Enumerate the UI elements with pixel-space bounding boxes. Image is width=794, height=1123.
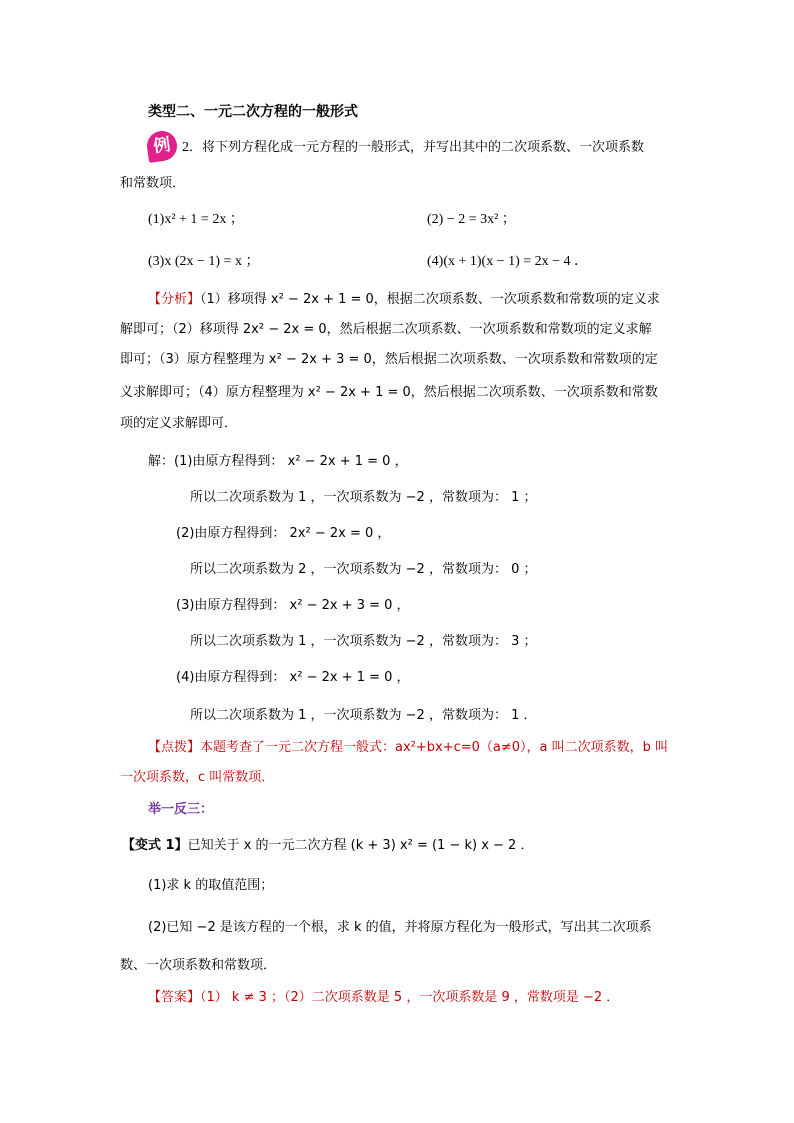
analysis-tag: 【分析】 [148, 292, 201, 307]
analysis-line5: 项的定义求解即可． [120, 416, 238, 431]
example-badge: 例 [145, 129, 179, 163]
solution-label: 解： [148, 454, 175, 469]
example-prompt-line2: 和常数项． [120, 176, 186, 191]
variant-q2-line1: (2)已知 −2 是该方程的一个根，求 k 的值，并将原方程化为一般形式，写出其二次项系 [148, 920, 652, 935]
solution-step2: (2)由原方程得到： 2x² − 2x = 0 ， [176, 526, 391, 541]
practice-heading: 举一反三： [148, 802, 214, 817]
analysis-line2: 解即可；（2）移项得 2x² − 2x = 0，然后根据二次项系数、一次项系数和常数项的定义求解 [120, 322, 652, 337]
solution-step2-result: 所以二次项系数为 2 ，一次项系数为 −2 ，常数项为： 0 ； [190, 562, 537, 577]
solution-step1-text: (1)由原方程得到： x² − 2x + 1 = 0 ， [174, 454, 408, 469]
solution-step4-result: 所以二次项系数为 1 ，一次项系数为 −2 ，常数项为： 1 ． [190, 708, 537, 723]
equation-3: (3)x (2x − 1) = x ； [148, 254, 260, 269]
solution-step1-result: 所以二次项系数为 1 ，一次项系数为 −2 ，常数项为： 1 ； [190, 490, 537, 505]
example-prompt-line1 [182, 138, 644, 158]
example-prompt-text: ．将下列方程化成一元方程的一般形式，并写出其中的二次项系数、一次项系数 [189, 140, 645, 155]
tip-tag: 【点拨】 [148, 740, 201, 755]
section-heading: 类型二、一元二次方程的一般形式 [148, 104, 358, 120]
example-number: 2 [182, 140, 189, 155]
equation-2: (2) − 2 = 3x² ； [427, 212, 516, 227]
answer-line [148, 988, 619, 1008]
variant-text: 已知关于 x 的一元二次方程 (k + 3) x² = (1 − k) x − 2 ． [187, 838, 534, 853]
solution-step3-result: 所以二次项系数为 1 ，一次项系数为 −2 ，常数项为： 3 ； [190, 634, 537, 649]
answer-text: （1） k ≠ 3 ；（2）二次项系数是 5 ，一次项系数是 9 ，常数项是 −2 ． [200, 990, 620, 1005]
analysis-line1 [148, 290, 660, 310]
tip-line2: 一次项系数，c 叫常数项． [120, 770, 275, 785]
solution-step3: (3)由原方程得到： x² − 2x + 3 = 0 ， [176, 598, 410, 613]
analysis-line4: 义求解即可；（4）原方程整理为 x² − 2x + 1 = 0，然后根据二次项系数、一次项系数和常数 [120, 385, 658, 400]
tip-line1 [148, 738, 668, 758]
variant-q2-line2: 数、一次项系数和常数项． [120, 958, 277, 973]
answer-tag: 【答案】 [148, 990, 201, 1005]
variant-question [122, 836, 533, 856]
solution-step4: (4)由原方程得到： x² − 2x + 1 = 0 ， [176, 670, 410, 685]
variant-tag: 【变式 1】 [122, 838, 188, 853]
equation-1: (1)x² + 1 = 2x ； [148, 212, 244, 227]
equation-4: (4)(x + 1)(x − 1) = 2x − 4 ． [427, 254, 589, 269]
analysis-line3: 即可；（3）原方程整理为 x² − 2x + 3 = 0，然后根据二次项系数、一次项系数和常数项的定 [120, 352, 658, 367]
analysis-text-1: （1）移项得 x² − 2x + 1 = 0，根据二次项系数、一次项系数和常数项的定义求 [200, 292, 660, 307]
variant-q1: (1)求 k 的取值范围； [148, 878, 274, 893]
solution-step1 [148, 452, 408, 472]
tip-text-1: 本题考查了一元二次方程一般式：ax²+bx+c=0（a≠0），a 叫二次项系数，b 叫 [200, 740, 669, 755]
